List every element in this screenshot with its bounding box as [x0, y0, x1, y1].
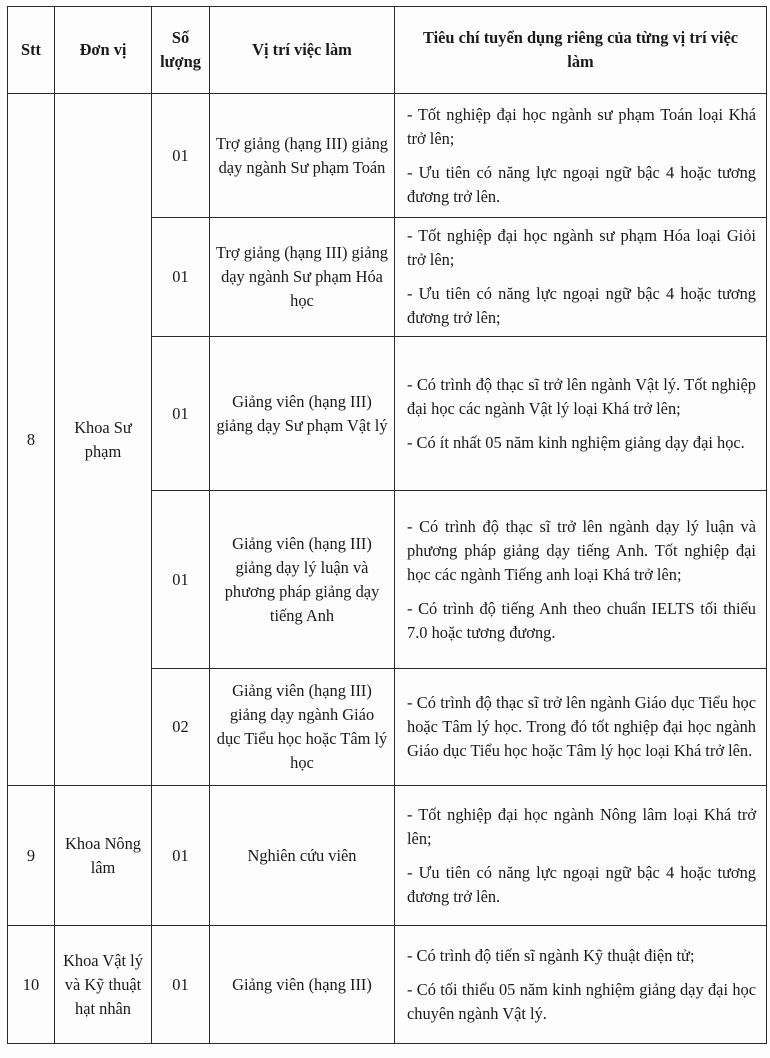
- header-stt: Stt: [8, 7, 55, 94]
- table-row: [8, 786, 767, 926]
- position-quantity: 01: [152, 337, 210, 491]
- position-criteria: [395, 926, 767, 1044]
- criterion: - Ưu tiên có năng lực ngoại ngữ bậc 4 hoặc tương đương trở lên.: [407, 162, 756, 206]
- position-criteria: [395, 94, 767, 218]
- recruitment-table: [7, 6, 767, 1044]
- criterion: - Có trình độ thạc sĩ trở lên ngành dạy lý luận và phương pháp giảng dạy tiếng Anh. Tốt nghiệp đại học các ngành Tiếng anh loại Khá trở lên;: [407, 516, 756, 584]
- header-row: [8, 7, 767, 94]
- position-criteria: [395, 218, 767, 337]
- header-quantity-line1: Số: [171, 28, 190, 47]
- header-quantity-line2: lượng: [160, 52, 201, 71]
- table-row: [8, 926, 767, 1044]
- position-quantity: 01: [152, 94, 210, 218]
- position-quantity: 01: [152, 218, 210, 337]
- row-unit: Khoa Vật lý và Kỹ thuật hạt nhân: [55, 926, 152, 1044]
- position-title: Nghiên cứu viên: [210, 786, 395, 926]
- header-unit: Đơn vị: [55, 7, 152, 94]
- criterion: - Ưu tiên có năng lực ngoại ngữ bậc 4 hoặc tương đương trở lên.: [407, 862, 756, 906]
- row-stt: 9: [8, 786, 55, 926]
- criterion: - Tốt nghiệp đại học ngành sư phạm Hóa loại Giỏi trở lên;: [407, 226, 756, 269]
- criterion: - Ưu tiên có năng lực ngoại ngữ bậc 4 hoặc tương đương trở lên;: [407, 284, 756, 327]
- row-unit: Khoa Sư phạm: [55, 94, 152, 786]
- position-quantity: 01: [152, 491, 210, 669]
- criterion: - Tốt nghiệp đại học ngành Nông lâm loại Khá trở lên;: [407, 804, 756, 848]
- position-quantity: 02: [152, 669, 210, 786]
- position-title: Giảng viên (hạng III) giảng dạy lý luận và phương pháp giảng dạy tiếng Anh: [210, 491, 395, 669]
- position-criteria: [395, 669, 767, 786]
- position-quantity: 01: [152, 786, 210, 926]
- criterion: - Có trình độ thạc sĩ trở lên ngành Giáo dục Tiểu học hoặc Tâm lý học. Trong đó tốt nghiệp đại học ngành Giáo dục Tiểu học hoặc Tâm lý học loại Khá trở lên.: [407, 693, 756, 760]
- criterion: - Có tối thiểu 05 năm kinh nghiệm giảng dạy đại học chuyên ngành Vật lý.: [407, 979, 756, 1023]
- table-row: [8, 94, 767, 218]
- criterion: - Có trình độ tiến sĩ ngành Kỹ thuật điện tử;: [407, 945, 695, 965]
- criterion: - Có ít nhất 05 năm kinh nghiệm giảng dạy đại học.: [407, 432, 745, 452]
- criterion: - Có trình độ tiếng Anh theo chuẩn IELTS tối thiểu 7.0 hoặc tương đương.: [407, 598, 756, 642]
- row-unit: Khoa Nông lâm: [55, 786, 152, 926]
- header-quantity: [152, 7, 210, 94]
- row-stt: 10: [8, 926, 55, 1044]
- header-position: Vị trí việc làm: [210, 7, 395, 94]
- position-title: Giảng viên (hạng III): [210, 926, 395, 1044]
- position-criteria: [395, 337, 767, 491]
- position-title: Trợ giảng (hạng III) giảng dạy ngành Sư phạm Toán: [210, 94, 395, 218]
- position-title: Giảng viên (hạng III) giảng dạy Sư phạm Vật lý: [210, 337, 395, 491]
- position-title: Trợ giảng (hạng III) giảng dạy ngành Sư phạm Hóa học: [210, 218, 395, 337]
- position-quantity: 01: [152, 926, 210, 1044]
- position-criteria: [395, 491, 767, 669]
- criterion: - Có trình độ thạc sĩ trở lên ngành Vật lý. Tốt nghiệp đại học các ngành Vật lý loại Khá trở lên;: [407, 374, 756, 418]
- position-criteria: [395, 786, 767, 926]
- row-stt: 8: [8, 94, 55, 786]
- position-title: Giảng viên (hạng III) giảng dạy ngành Giáo dục Tiểu học hoặc Tâm lý học: [210, 669, 395, 786]
- criterion: - Tốt nghiệp đại học ngành sư phạm Toán loại Khá trở lên;: [407, 104, 756, 148]
- header-criteria: Tiêu chí tuyển dụng riêng của từng vị trí việc làm: [395, 7, 767, 94]
